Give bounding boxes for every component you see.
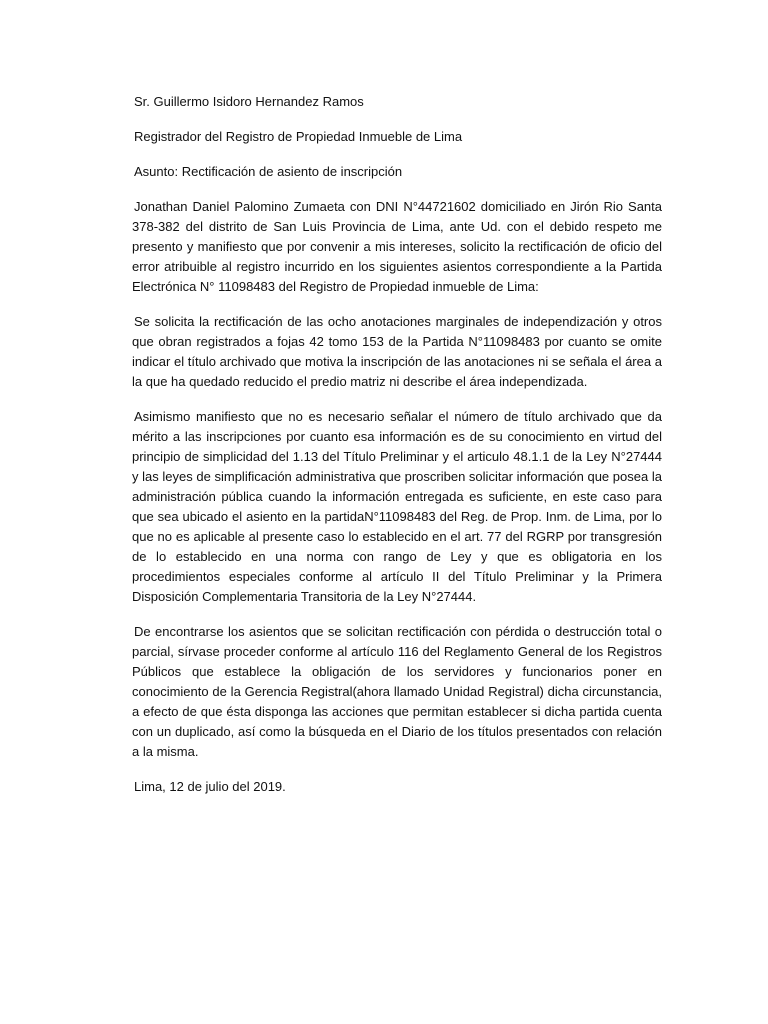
date-line: Lima, 12 de julio del 2019. [134, 779, 286, 794]
paragraph-identification: Jonathan Daniel Palomino Zumaeta con DNI N°44721602 domiciliado en Jirón Rio Santa 378-382 del distrito de San Luis Provincia de Lima, ante Ud. con el debido respeto me presento y manifiesto que por convenir a mis intereses, solicito la rectificación de oficio del error atribuible al registro incurrido en los siguientes asientos correspondiente a la Partida Electrónica N° 11098483 del Registro de Propiedad inmueble de Lima: [132, 199, 662, 294]
addressee-name: Sr. Guillermo Isidoro Hernandez Ramos [134, 94, 364, 109]
letter-body [134, 92, 662, 797]
subject-line: Asunto: Rectificación de asiento de inscripción [134, 164, 403, 179]
paragraph-request: Se solicita la rectificación de las ocho anotaciones marginales de independización y otros que obran registrados a fojas 42 tomo 153 de la Partida N°11098483 por cuanto se omite indicar el título archivado que motiva la inscripción de las anotaciones ni se señala el área a la que ha quedado reducido el predio matriz ni describe el área independizada. [132, 314, 662, 389]
addressee-title: Registrador del Registro de Propiedad Inmueble de Lima [134, 129, 463, 144]
paragraph-legal-basis: Asimismo manifiesto que no es necesario señalar el número de título archivado que da mérito a las inscripciones por cuanto esa información es de su conocimiento en virtud del principio de simplicidad del 1.13 del Título Preliminar y el articulo 48.1.1 de la Ley N°27444 y las leyes de simplificación administrativa que proscriben solicitar información que posea la administración pública cuando la información entregada es suficiente, en este caso para que sea ubicado el asiento en la partidaN°11098483 del Reg. de Prop. Inm. de Lima, por lo que no es aplicable al presente caso lo establecido en el art. 77 del RGRP por transgresión de lo establecido en una norma con rango de Ley y que es obligatoria en los procedimientos especiales conforme al artículo II del Título Preliminar y la Primera Disposición Complementaria Transitoria de la Ley N°27444. [132, 409, 662, 604]
paragraph-loss-procedure: De encontrarse los asientos que se solicitan rectificación con pérdida o destrucción total o parcial, sírvase proceder conforme al artículo 116 del Reglamento General de los Registros Públicos que establece la obligación de los servidores y funcionarios poner en conocimiento de la Gerencia Registral(ahora llamado Unidad Registral) dicha circunstancia, a efecto de que ésta disponga las acciones que permitan establecer si dicha partida cuenta con un duplicado, así como la búsqueda en el Diario de los títulos presentados con relación a la misma. [132, 624, 662, 759]
